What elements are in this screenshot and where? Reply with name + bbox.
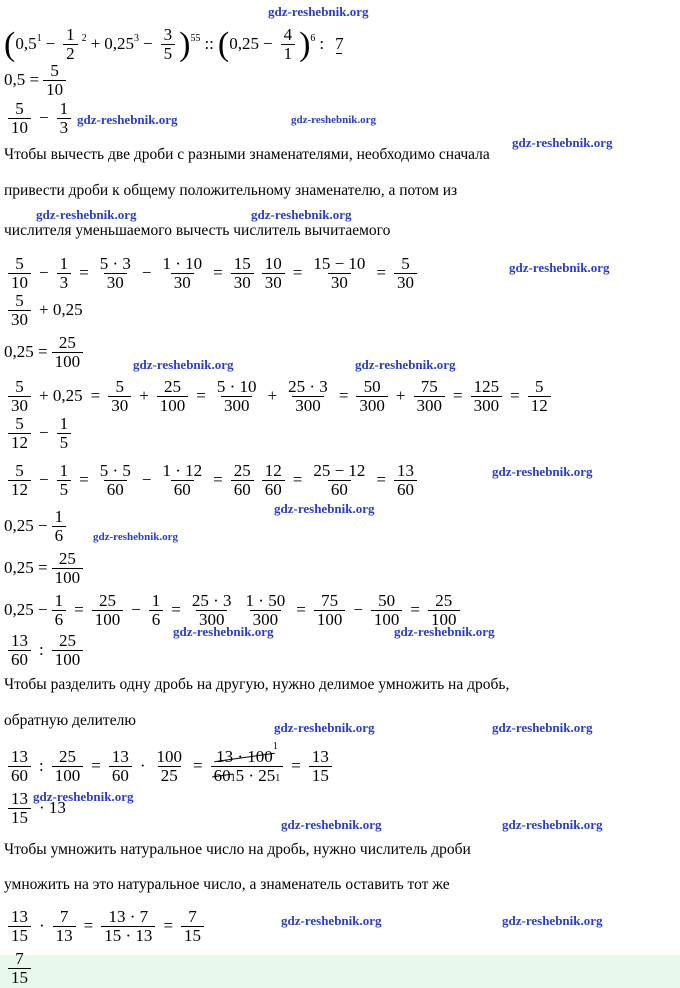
math-step-11: [4, 592, 464, 629]
paren-open: (: [4, 25, 16, 63]
equals-sign: =: [79, 263, 89, 283]
fraction-cancelled: [211, 741, 284, 785]
fraction-25x3-300: $\frac{25 \cdot 3}{300}$: [288, 377, 328, 415]
plus-sign: +: [395, 386, 406, 406]
watermark-logo: gdz-reshebnik.org: [77, 112, 178, 127]
equals-sign: =: [410, 600, 420, 620]
watermark-logo: gdz-reshebnik.org: [274, 501, 375, 516]
paren-close: ): [179, 25, 191, 63]
paragraph-rule-subtract-line2: привести дроби к общему положительному знаменателю, а потом из: [4, 182, 458, 199]
term-0-25-b: 0,25: [229, 34, 259, 54]
equals-sign: =: [196, 386, 206, 406]
equals-sign: =: [213, 263, 223, 283]
fraction-25-100: $\frac{25}{100}$: [92, 592, 124, 629]
fraction-13-60: $\frac{13}{60}$: [394, 462, 417, 499]
double-colon: ::: [204, 34, 214, 54]
math-step-3: [4, 255, 421, 292]
cancel-sub-2: 1: [275, 772, 281, 784]
fraction-13-15: $\frac{13}{15}$: [8, 790, 31, 827]
equals-sign: =: [376, 263, 386, 283]
cancelled-100: 13 · 100: [216, 747, 273, 766]
fraction-1-2: $\frac{1}{2}$: [63, 26, 78, 63]
fraction-3-5: $\frac{3}{5}$: [161, 26, 176, 63]
watermark-logo: gdz-reshebnik.org: [281, 817, 382, 832]
math-step-14: [4, 790, 70, 827]
watermark-logo: gdz-reshebnik.org: [281, 913, 382, 928]
fraction-10-30: $\frac{10}{30}$: [262, 255, 285, 292]
equals-sign: =: [292, 263, 303, 283]
step5-lhs: 0,25 =: [4, 342, 48, 362]
fraction-13-60: $\frac{13}{60}$: [8, 748, 31, 785]
watermark-logo: gdz-reshebnik.org: [133, 357, 234, 372]
fraction-25-60: $\frac{25}{60}$: [231, 462, 254, 499]
equals-sign: =: [163, 916, 174, 936]
math-step-4: [4, 292, 87, 329]
equals-sign: =: [79, 470, 89, 490]
math-expression-main: [4, 26, 351, 63]
fraction-50-300: $\frac{50}{300}$: [356, 378, 388, 415]
fraction-7-15: $\frac{7}{15}$: [181, 908, 204, 945]
mark-6: 6: [310, 32, 316, 44]
cancel-sup-1: 1: [272, 741, 278, 753]
fraction-5x10-300: $\frac{5 \cdot 10}{300}$: [216, 377, 257, 415]
divide-colon: :: [39, 756, 44, 776]
fraction-5-12: $\frac{5}{12}$: [8, 415, 31, 452]
watermark-logo: gdz-reshebnik.org: [355, 357, 456, 372]
fraction-25-100: $\frac{25}{100}$: [52, 748, 84, 785]
paren-open-2: (: [217, 25, 230, 63]
math-step-7: [4, 415, 75, 452]
fraction-13-60: $\frac{13}{60}$: [8, 632, 31, 669]
equals-sign: =: [193, 756, 203, 776]
minus-sign: −: [353, 600, 363, 620]
watermark-logo: gdz-reshebnik.org: [36, 207, 137, 222]
fraction-25-100: $\frac{25}{100}$: [428, 592, 460, 629]
watermark-logo: gdz-reshebnik.org: [492, 464, 593, 479]
fraction-1-6: $\frac{1}{6}$: [52, 592, 67, 629]
fraction-13-60: $\frac{13}{60}$: [109, 748, 132, 785]
fraction-1-3: $\frac{1}{3}$: [57, 100, 72, 137]
paragraph-rule-subtract-line1: Чтобы вычесть две дроби с разными знаменателями, необходимо сначала: [4, 146, 490, 163]
fraction-5-30: $\frac{5}{30}$: [8, 292, 31, 329]
math-step-13: [4, 741, 336, 785]
fraction-5-10: $\frac{5}{10}$: [8, 100, 31, 137]
term-0-25: 0,25: [104, 34, 135, 54]
fraction-75-100: $\frac{75}{100}$: [314, 592, 346, 629]
plus-0-25: + 0,25: [39, 300, 83, 320]
equals-sign: =: [510, 386, 520, 406]
fraction-1-5: $\frac{1}{5}$: [57, 462, 72, 499]
minus-sign: −: [141, 263, 152, 283]
multiply-13: · 13: [39, 798, 66, 818]
fraction-25-100: $\frac{25}{100}$: [157, 378, 189, 415]
minus-sign: −: [131, 600, 141, 620]
watermark-logo: gdz-reshebnik.org: [251, 207, 352, 222]
fraction-15-30: $\frac{15}{30}$: [231, 255, 254, 292]
paragraph-rule-subtract-line3: числителя уменьшаемого вычесть числитель вычитаемого: [4, 222, 391, 239]
equals-sign: =: [296, 600, 306, 620]
fraction-1-6: $\frac{1}{6}$: [52, 508, 67, 545]
equals-sign: =: [453, 386, 463, 406]
fraction-1x12-60: $\frac{1 \cdot 12}{60}$: [162, 461, 203, 499]
fraction-15minus10-30: $\frac{15 - 10}{30}$: [313, 254, 366, 292]
math-step-1: [4, 62, 70, 99]
fraction-125-300: $\frac{125}{300}$: [471, 378, 503, 415]
equals-sign: =: [338, 386, 349, 406]
paragraph-rule-divide-line2: обратную делителю: [4, 712, 136, 729]
fraction-25minus12-60: $\frac{25 - 12}{60}$: [313, 461, 366, 499]
equals-sign: =: [83, 916, 94, 936]
watermark-logo: gdz-reshebnik.org: [492, 720, 593, 735]
watermark-logo: gdz-reshebnik.org: [93, 531, 179, 543]
watermark-logo: gdz-reshebnik.org: [394, 624, 495, 639]
equals-sign: =: [91, 756, 101, 776]
math-step-8: [4, 462, 421, 499]
math-step-5: [4, 334, 87, 371]
fraction-25x3-300: $\frac{25 \cdot 3}{300}$: [191, 591, 232, 629]
paragraph-rule-divide-line1: Чтобы разделить одну дробь на другую, нужно делимое умножить на дробь,: [4, 676, 510, 693]
fraction-13-15: $\frac{13}{15}$: [309, 748, 332, 785]
watermark-logo: gdz-reshebnik.org: [173, 624, 274, 639]
math-step-9: [4, 508, 70, 545]
equals-sign: =: [292, 470, 303, 490]
multiply-dot: ·: [139, 756, 146, 776]
paragraph-rule-multiply-line2: умножить на это натуральное число, а знаменатель оставить тот же: [4, 876, 450, 893]
fraction-75-300: $\frac{75}{300}$: [414, 378, 446, 415]
fraction-1-5: $\frac{1}{5}$: [57, 415, 72, 452]
fraction-5-12: $\frac{5}{12}$: [528, 378, 551, 415]
plus-sign: +: [90, 34, 101, 54]
watermark-logo: gdz-reshebnik.org: [502, 817, 603, 832]
math-step-2: [4, 100, 75, 137]
term-0-5: 0,5: [15, 34, 37, 54]
watermark-logo: gdz-reshebnik.org: [268, 4, 369, 19]
equals-sign: =: [74, 600, 84, 620]
fraction-4-1: $\frac{4}{1}$: [281, 26, 296, 63]
watermark-logo: gdz-reshebnik.org: [274, 720, 375, 735]
fraction-25-100: $\frac{25}{100}$: [52, 334, 84, 371]
fraction-1-3: $\frac{1}{3}$: [57, 255, 72, 292]
mark-1: 1: [36, 32, 42, 44]
plus-sign: +: [139, 386, 149, 406]
fraction-50-100: $\frac{50}{100}$: [371, 592, 403, 629]
fraction-25-100: $\frac{25}{100}$: [52, 632, 84, 669]
watermark-logo: gdz-reshebnik.org: [291, 114, 377, 126]
multiply-dot: ·: [39, 916, 45, 936]
fraction-7: 7: [335, 33, 344, 53]
minus-3: −: [262, 34, 273, 54]
math-step-10: [4, 550, 87, 587]
den-rest: 5 · 25: [235, 765, 276, 785]
step9-lhs: 0,25 −: [4, 516, 48, 536]
step1-lhs: 0,5 =: [4, 70, 40, 90]
cancel-sub-1: 1: [230, 772, 236, 784]
answer-highlight-bar: [0, 955, 680, 988]
math-answer: [4, 950, 35, 987]
fraction-5-30: $\frac{5}{30}$: [8, 378, 31, 415]
watermark-logo: gdz-reshebnik.org: [33, 789, 134, 804]
fraction-5-10: $\frac{5}{10}$: [8, 255, 31, 292]
equals-sign: =: [90, 386, 101, 406]
math-step-6: [4, 378, 555, 415]
step11-lhs: 0,25 −: [4, 600, 48, 620]
watermark-logo: gdz-reshebnik.org: [512, 135, 613, 150]
fraction-12-60: $\frac{12}{60}$: [262, 462, 285, 499]
fraction-1x10-30: $\frac{1 \cdot 10}{30}$: [162, 254, 203, 292]
math-step-12: [4, 632, 87, 669]
minus-sign: −: [141, 470, 152, 490]
mark-55: 55: [190, 32, 201, 44]
equals-sign: =: [171, 600, 181, 620]
mark-3: 3: [134, 32, 140, 44]
mark-2: 2: [81, 32, 87, 44]
minus-2: −: [143, 34, 153, 54]
fraction-7-13: $\frac{7}{13}$: [53, 908, 76, 945]
equals-sign: =: [376, 470, 386, 490]
fraction-13x7-15x13: $\frac{13 \cdot 7}{15 \cdot 13}$: [101, 908, 155, 945]
fraction-5-30: $\frac{5}{30}$: [108, 378, 131, 415]
minus-sign: −: [39, 470, 49, 490]
minus-sign: −: [39, 108, 49, 128]
equals-sign: =: [213, 470, 223, 490]
plus-0-25: + 0,25: [39, 386, 83, 406]
divide-colon: :: [39, 640, 44, 660]
math-step-15: [4, 908, 208, 945]
fraction-5x3-30: $\frac{5 \cdot 3}{30}$: [99, 254, 131, 292]
paren-close-2: ): [299, 25, 311, 63]
fraction-13-15: $\frac{13}{15}$: [8, 908, 31, 945]
divide-colon: :: [319, 34, 325, 54]
equals-sign: =: [291, 756, 301, 776]
plus-sign: +: [267, 386, 278, 406]
minus-sign: −: [39, 423, 49, 443]
cancelled-60: 60: [213, 765, 231, 785]
watermark-logo: gdz-reshebnik.org: [509, 260, 610, 275]
fraction-1-6: $\frac{1}{6}$: [149, 592, 164, 629]
fraction-5-30: $\frac{5}{30}$: [394, 255, 417, 292]
fraction-1x50-300: $\frac{1 \cdot 50}{300}$: [245, 591, 286, 629]
fraction-25-100: $\frac{25}{100}$: [52, 550, 84, 587]
watermark-logo: gdz-reshebnik.org: [502, 913, 603, 928]
fraction-5x5-60: $\frac{5 \cdot 5}{60}$: [99, 461, 131, 499]
minus-1: −: [45, 34, 56, 54]
fraction-100-25: $\frac{100}{25}$: [156, 747, 182, 785]
step10-lhs: 0,25 =: [4, 558, 48, 578]
fraction-5-10: $\frac{5}{10}$: [43, 62, 66, 99]
paragraph-rule-multiply-line1: Чтобы умножить натуральное число на дробь, нужно числитель дроби: [4, 841, 471, 858]
minus-sign: −: [39, 263, 49, 283]
fraction-answer-7-15: $\frac{7}{15}$: [8, 950, 31, 987]
fraction-5-12: $\frac{5}{12}$: [8, 462, 31, 499]
